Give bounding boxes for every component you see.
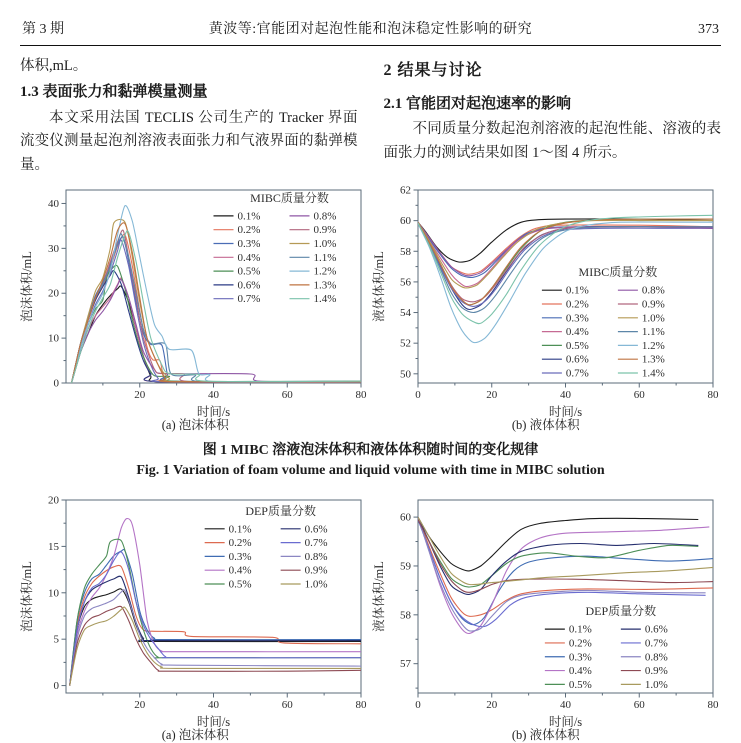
series-line-1.0% [418, 517, 713, 585]
x-tick-label: 80 [707, 389, 719, 402]
legend-label-0.7%: 0.7% [644, 637, 668, 650]
y-tick-label: 50 [400, 368, 411, 381]
figure-2-subcaptions [20, 725, 721, 743]
x-tick-label: 20 [134, 389, 146, 402]
series-line-0.2% [418, 517, 713, 619]
y-tick-label: 58 [400, 609, 411, 622]
section-2-1-paragraph: 不同质量分数起泡剂溶液的起泡性能、溶液的表面张力的测试结果如图 1～图 4 所示。 [383, 121, 721, 161]
legend-label-0.8%: 0.8% [313, 210, 337, 223]
y-tick-label: 58 [400, 246, 411, 259]
text-columns [20, 55, 721, 177]
legend-label-0.6%: 0.6% [304, 523, 328, 536]
x-tick-label: 40 [560, 389, 571, 402]
legend-label-1.1%: 1.1% [313, 252, 337, 265]
y-tick-label: 54 [400, 307, 411, 320]
legend-label-0.2%: 0.2% [237, 224, 261, 237]
x-tick-label: 0 [415, 389, 421, 402]
legend-title: DEP质量分数 [585, 604, 657, 619]
chart-mibc-foam-volume [20, 181, 372, 419]
legend-label-1.0%: 1.0% [313, 238, 337, 251]
fig1-caption-zh: 图 1 MIBC 溶液泡沫体积和液体体积随时间的变化规律 [202, 443, 539, 459]
legend-label-0.3%: 0.3% [565, 312, 589, 325]
legend-label-0.1%: 0.1% [565, 284, 589, 297]
legend-label-0.4%: 0.4% [568, 665, 592, 678]
section-2-1-heading: 2.1 官能团对起泡速率的影响 [383, 95, 572, 112]
fig1-subcaption-b: (b) 液体体积 [511, 418, 580, 433]
y-tick-label: 20 [48, 494, 59, 507]
legend-label-0.6%: 0.6% [237, 279, 261, 292]
chart-svg-dep-liquid-volume [372, 491, 724, 729]
legend-label-1.3%: 1.3% [641, 353, 665, 366]
legend-label-0.3%: 0.3% [237, 238, 261, 251]
right-column [384, 55, 722, 177]
x-tick-label: 80 [355, 389, 367, 402]
legend-label-0.2%: 0.2% [568, 637, 592, 650]
y-axis-label: 泡沫体积/mL [20, 561, 34, 633]
chart-svg-mibc-liquid-volume [372, 181, 724, 419]
legend-label-0.5%: 0.5% [228, 578, 252, 591]
legend-title: DEP质量分数 [245, 504, 316, 519]
x-tick-label: 40 [208, 389, 219, 402]
legend-label-1.1%: 1.1% [641, 326, 665, 339]
y-tick-label: 10 [48, 332, 59, 345]
plot-frame [418, 500, 713, 693]
legend-label-0.5%: 0.5% [565, 340, 589, 353]
chart-svg-mibc-foam-volume [20, 181, 372, 419]
y-tick-label: 62 [400, 184, 411, 197]
y-tick-label: 10 [48, 587, 59, 600]
x-tick-label: 80 [355, 699, 367, 712]
section-1-3-heading: 1.3 表面张力和黏弹模量测量 [20, 84, 208, 101]
series-line-1.0% [70, 607, 361, 685]
x-tick-label: 20 [486, 699, 498, 712]
legend-label-0.8%: 0.8% [641, 284, 665, 297]
y-axis-label: 泡沫体积/mL [20, 251, 34, 323]
x-axis-label: 时间/s [196, 405, 231, 420]
y-tick-label: 52 [400, 337, 411, 350]
legend-label-0.4%: 0.4% [228, 564, 252, 577]
legend-label-1.0%: 1.0% [641, 312, 665, 325]
x-tick-label: 80 [707, 699, 719, 712]
x-axis-label: 时间/s [196, 715, 231, 730]
chart-mibc-liquid-volume [372, 181, 724, 419]
legend-label-1.0%: 1.0% [304, 578, 328, 591]
legend-label-0.1%: 0.1% [237, 210, 261, 223]
legend-label-0.1%: 0.1% [228, 523, 252, 536]
legend-label-0.9%: 0.9% [304, 564, 328, 577]
running-title: 黄波等:官能团对起泡性能和泡沫稳定性影响的研究 [208, 22, 533, 37]
legend-label-0.2%: 0.2% [228, 537, 252, 550]
legend-label-0.7%: 0.7% [565, 367, 589, 380]
section-1-3-paragraph: 本文采用法国 TECLIS 公司生产的 Tracker 界面流变仪测量起泡剂溶液表面张力和气液界面的黏弹模量。 [20, 109, 358, 173]
left-column [20, 55, 358, 177]
journal-issue: 第 3 期 [22, 22, 64, 37]
legend-title: MIBC质量分数 [578, 265, 658, 280]
legend-label-1.2%: 1.2% [641, 340, 665, 353]
y-tick-label: 20 [48, 287, 59, 300]
legend-label-0.7%: 0.7% [304, 537, 328, 550]
x-tick-label: 0 [415, 699, 421, 712]
legend-label-0.9%: 0.9% [641, 298, 665, 311]
figure-2 [20, 491, 721, 743]
y-tick-label: 0 [53, 377, 59, 390]
figure-2-charts [20, 491, 721, 729]
legend-label-0.4%: 0.4% [237, 252, 261, 265]
section-2-heading: 2 结果与讨论 [383, 62, 483, 79]
legend-label-1.4%: 1.4% [641, 367, 665, 380]
figure-1-charts [20, 181, 721, 419]
y-tick-label: 60 [400, 215, 411, 228]
legend-label-0.4%: 0.4% [565, 326, 589, 339]
x-tick-label: 40 [208, 699, 219, 712]
legend-label-0.5%: 0.5% [237, 265, 261, 278]
legend-title: MIBC质量分数 [250, 191, 329, 206]
legend-label-1.0%: 1.0% [644, 679, 668, 692]
x-tick-label: 60 [281, 699, 293, 712]
series-line-0.9% [70, 606, 361, 685]
series-line-0.8% [418, 517, 706, 631]
x-tick-label: 60 [633, 699, 645, 712]
y-tick-label: 59 [400, 560, 411, 573]
legend-label-0.8%: 0.8% [644, 651, 668, 664]
legend-label-0.9%: 0.9% [644, 665, 668, 678]
legend-label-0.3%: 0.3% [568, 651, 592, 664]
x-axis-label: 时间/s [548, 715, 583, 730]
chart-dep-liquid-volume [372, 491, 724, 729]
chart-svg-dep-foam-volume [20, 491, 372, 729]
series-line-0.3% [418, 520, 713, 625]
page-number: 373 [698, 22, 719, 37]
figure-1 [20, 181, 721, 479]
x-tick-label: 60 [281, 389, 293, 402]
series-line-1.0% [418, 221, 713, 289]
fig1-subcaption-a: (a) 泡沫体积 [161, 418, 229, 433]
y-axis-label: 液体体积/mL [372, 561, 386, 633]
series-line-0.6% [418, 517, 698, 594]
chart-dep-foam-volume [20, 491, 372, 729]
y-tick-label: 0 [53, 680, 59, 693]
lead-text: 体积,mL。 [20, 58, 88, 74]
x-tick-label: 20 [486, 389, 498, 402]
legend-label-0.3%: 0.3% [228, 551, 252, 564]
legend-label-0.7%: 0.7% [237, 293, 261, 306]
legend-label-0.1%: 0.1% [568, 623, 592, 636]
x-tick-label: 60 [633, 389, 645, 402]
y-tick-label: 56 [400, 276, 411, 289]
legend-label-0.2%: 0.2% [565, 298, 589, 311]
y-tick-label: 40 [48, 198, 59, 211]
legend-label-0.8%: 0.8% [304, 551, 328, 564]
y-axis-label: 液体体积/mL [372, 251, 386, 323]
legend-label-0.6%: 0.6% [644, 623, 668, 636]
legend-label-1.3%: 1.3% [313, 279, 337, 292]
legend-label-1.2%: 1.2% [313, 265, 337, 278]
fig2-subcaption-b: (b) 液体体积 [511, 728, 580, 743]
y-tick-label: 57 [400, 658, 411, 671]
x-tick-label: 20 [134, 699, 146, 712]
y-tick-label: 5 [53, 633, 59, 646]
fig1-caption-en: Fig. 1 Variation of foam volume and liquid volume with time in MIBC solution [136, 463, 605, 479]
legend-label-0.9%: 0.9% [313, 224, 337, 237]
x-axis-label: 时间/s [548, 405, 583, 420]
x-tick-label: 40 [560, 699, 571, 712]
figure-1-subcaptions [20, 415, 721, 433]
series-line-1.2% [418, 222, 713, 343]
y-tick-label: 15 [48, 541, 59, 554]
y-tick-label: 60 [400, 511, 411, 524]
legend-label-0.5%: 0.5% [568, 679, 592, 692]
legend-label-1.4%: 1.4% [313, 293, 337, 306]
fig2-subcaption-a: (a) 泡沫体积 [161, 728, 229, 743]
page-header [20, 14, 721, 46]
legend-label-0.6%: 0.6% [565, 353, 589, 366]
y-tick-label: 30 [48, 243, 59, 256]
